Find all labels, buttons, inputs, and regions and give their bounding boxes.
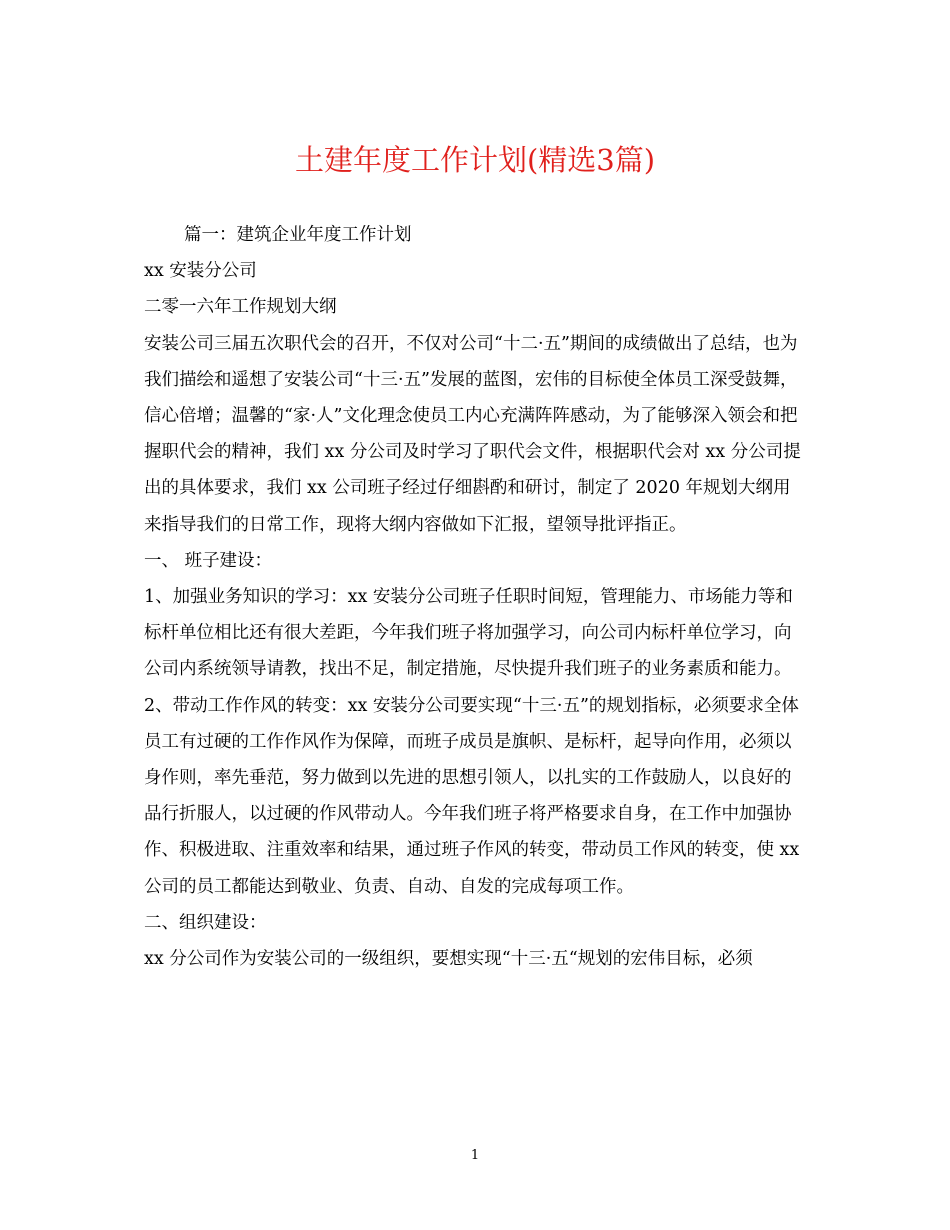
paragraph-item-2: 2、带动工作作风的转变：xx 安装分公司要实现“十三·五”的规划指标，必须要求全体员工有过硬的工作作风作为保障，而班子成员是旗帜、是标杆，起导向作用，必须以身作则，率先垂范，努力做到以先进的思想引领人，以扎实的工作鼓励人，以良好的品行折服人，以过硬的作风带动人。今年我们班子将严格要求自身，在工作中加强协作、积极进取、注重效率和结果，通过班子作风的转变，带动员工作风的转变，使 xx 公司的员工都能达到敬业、负责、自动、自发的完成每项工作。 [144, 695, 800, 897]
paragraph-company-name: xx 安装分公司 [144, 261, 257, 282]
paragraph-section-heading: 篇一：建筑企业年度工作计划 [184, 225, 412, 245]
paragraph-heading-team-building: 一、 班子建设： [144, 550, 273, 571]
paragraph-outline-title: 二零一六年工作规划大纲 [144, 297, 337, 318]
document-body [144, 217, 808, 977]
paragraph-heading-organization: 二、组织建设： [144, 912, 267, 933]
paragraph-item-1: 1、加强业务知识的学习：xx 安装分公司班子任职时间短，管理能力、市场能力等和标杆单位相比还有很大差距，今年我们班子将加强学习，向公司内标杆单位学习，向公司内系统领导请教，找出不足，制定措施，尽快提升我们班子的业务素质和能力。 [144, 587, 793, 680]
paragraph-intro: 安装公司三届五次职代会的召开，不仅对公司“十二·五”期间的成绩做出了总结，也为我们描绘和遥想了安装公司“十三·五”发展的蓝图，宏伟的目标使全体员工深受鼓舞，信心倍增；温馨的“家·人”文化理念使员工内心充满阵阵感动，为了能够深入领会和把握职代会的精神，我们 xx 分公司及时学习了职代会文件，根据职代会对 xx 分公司提出的具体要求，我们 xx 公司班子经过仔细斟酌和研讨，制定了 2020 年规划大纲用来指导我们的日常工作，现将大纲内容做如下汇报，望领导批评指正。 [144, 333, 801, 535]
paragraph-organization-text: xx 分公司作为安装公司的一级组织，要想实现“十三·五“规划的宏伟目标，必须 [144, 949, 753, 970]
document-title: 土建年度工作计划(精选3篇) [294, 143, 656, 177]
page-number: 1 [470, 1148, 480, 1163]
